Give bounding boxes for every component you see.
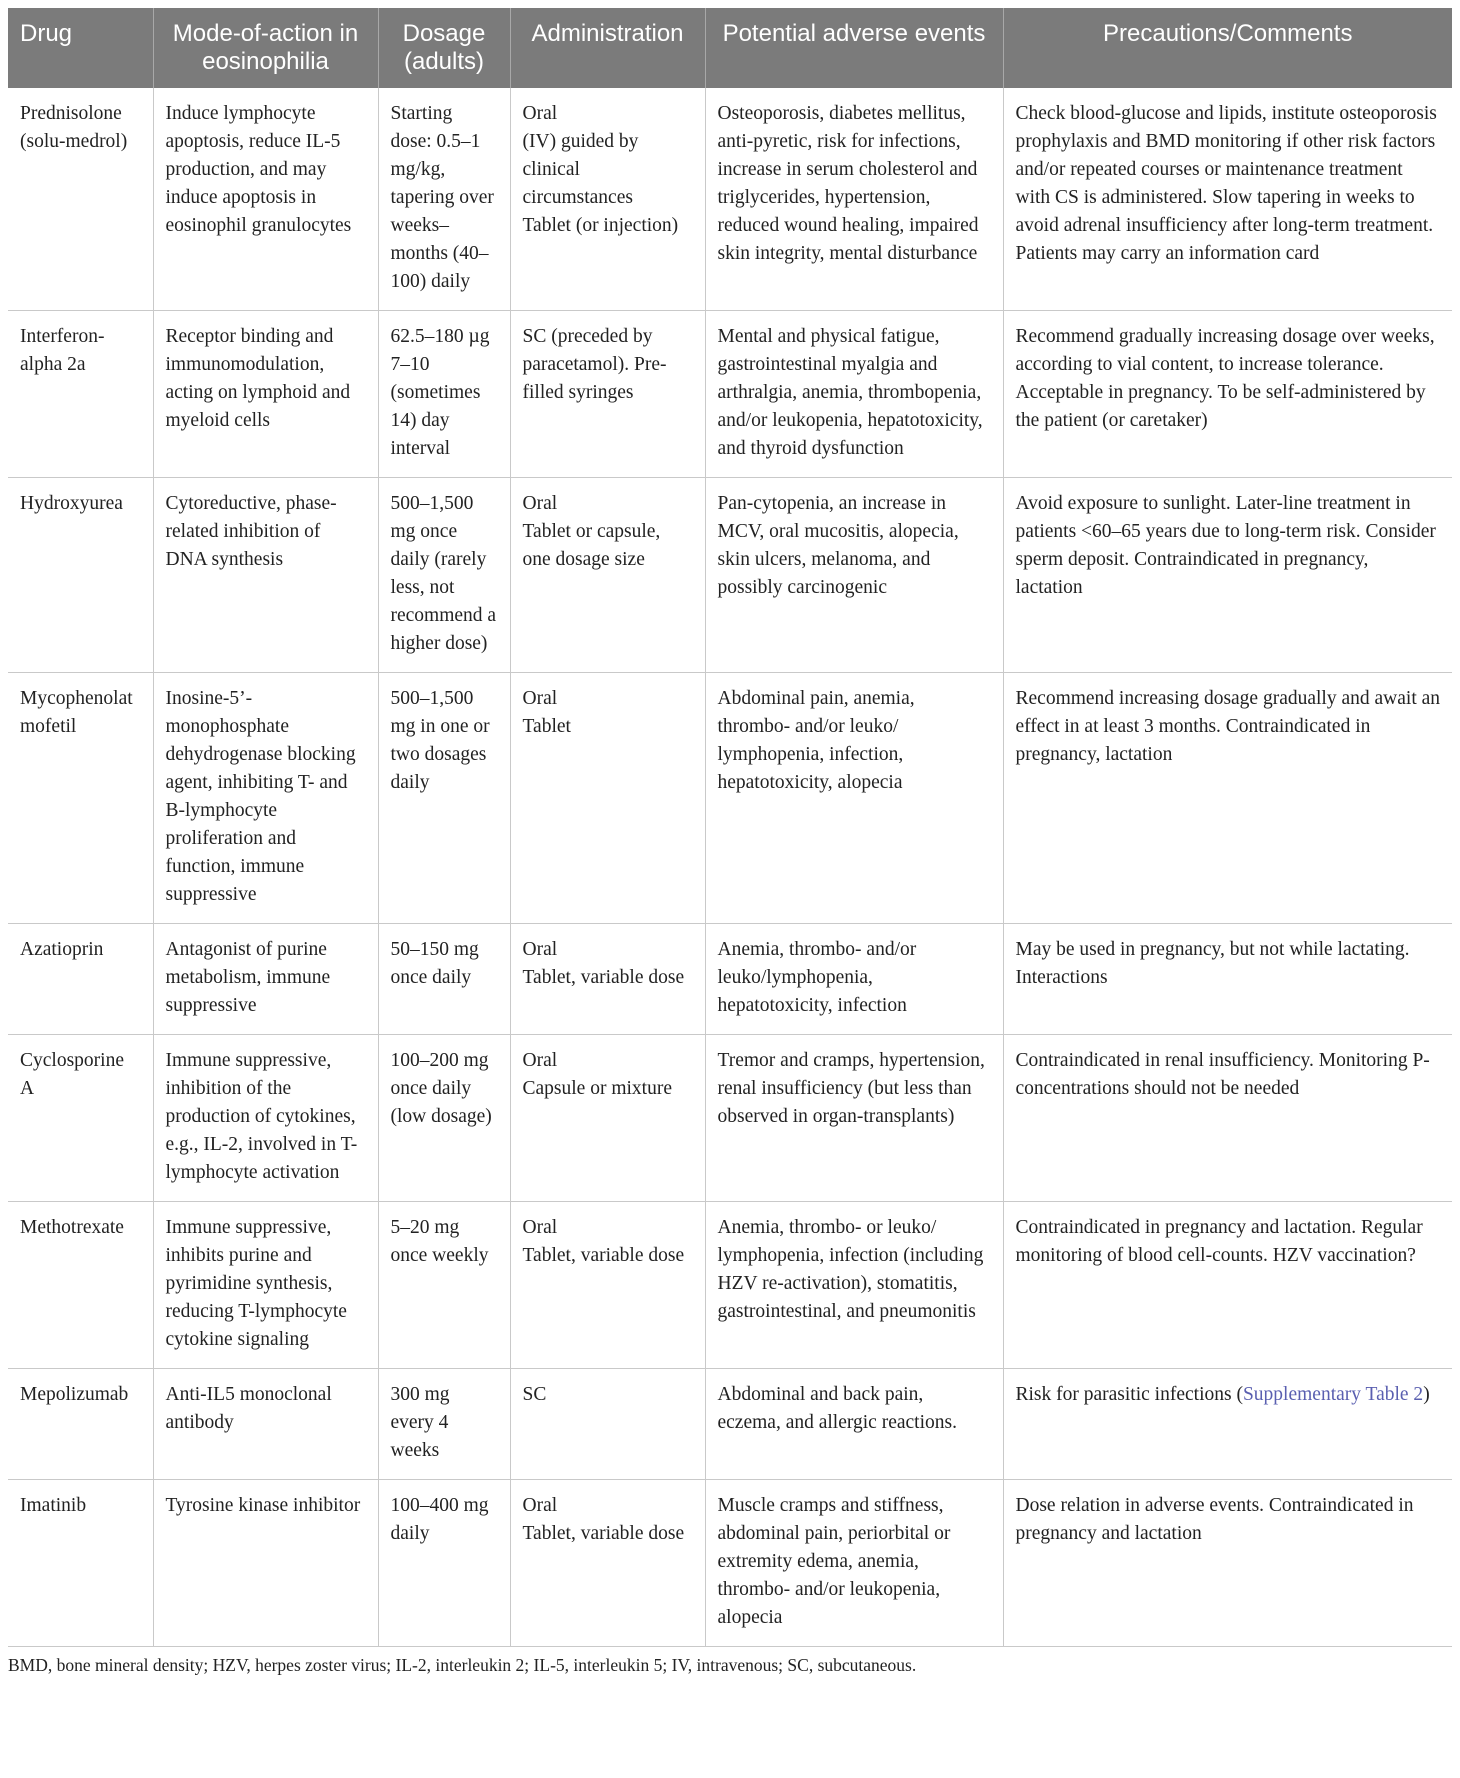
cell-mode: Anti-IL5 monoclonal antibody [153, 1369, 378, 1480]
cell-comments: Dose relation in adverse events. Contraindicated in pregnancy and lactation [1003, 1480, 1452, 1647]
header-administration: Administration [510, 8, 705, 88]
cell-administration: Oral (IV) guided by clinical circumstances Tablet (or injection) [510, 88, 705, 311]
header-precautions: Precautions/Comments [1003, 8, 1452, 88]
cell-adverse: Muscle cramps and stiffness, abdominal pain, periorbital or extremity edema, anemia, thrombo- and/or leukopenia, alopecia [705, 1480, 1003, 1647]
header-mode-of-action: Mode-of-action in eosinophilia [153, 8, 378, 88]
cell-adverse: Anemia, thrombo- and/or leuko/lymphopenia, hepatotoxicity, infection [705, 924, 1003, 1035]
cell-dosage: 500–1,500 mg once daily (rarely less, not recommend a higher dose) [378, 478, 510, 673]
cell-mode: Tyrosine kinase inhibitor [153, 1480, 378, 1647]
cell-drug: Imatinib [8, 1480, 153, 1647]
cell-mode: Immune suppressive, inhibition of the production of cytokines, e.g., IL-2, involved in T-lymphocyte activation [153, 1035, 378, 1202]
cell-adverse: Mental and physical fatigue, gastrointestinal myalgia and arthralgia, anemia, thrombopenia, and/or leukopenia, hepatotoxicity, and thyroid dysfunction [705, 311, 1003, 478]
table-row [8, 478, 1452, 673]
cell-comments: Contraindicated in renal insufficiency. Monitoring P-concentrations should not be needed [1003, 1035, 1452, 1202]
cell-dosage: 100–400 mg daily [378, 1480, 510, 1647]
cell-drug: Mycophenolat mofetil [8, 673, 153, 924]
cell-adverse: Pan-cytopenia, an increase in MCV, oral mucositis, alopecia, skin ulcers, melanoma, and possibly carcinogenic [705, 478, 1003, 673]
cell-dosage: 500–1,500 mg in one or two dosages daily [378, 673, 510, 924]
cell-mode: Receptor binding and immunomodulation, acting on lymphoid and myeloid cells [153, 311, 378, 478]
cell-comments: Recommend gradually increasing dosage over weeks, according to vial content, to increase tolerance. Acceptable in pregnancy. To be self-administered by the patient (or caretaker) [1003, 311, 1452, 478]
cell-dosage: 5–20 mg once weekly [378, 1202, 510, 1369]
cell-drug: Interferon-alpha 2a [8, 311, 153, 478]
cell-administration: Oral Tablet, variable dose [510, 924, 705, 1035]
table-footnote: BMD, bone mineral density; HZV, herpes zoster virus; IL-2, interleukin 2; IL-5, interleukin 5; IV, intravenous; SC, subcutaneous. [8, 1655, 917, 1675]
cell-mode: Induce lymphocyte apoptosis, reduce IL-5 production, and may induce apoptosis in eosinophil granulocytes [153, 88, 378, 311]
cell-drug: Prednisolone (solu-medrol) [8, 88, 153, 311]
cell-administration: Oral Tablet or capsule, one dosage size [510, 478, 705, 673]
table-row [8, 924, 1452, 1035]
cell-mode: Cytoreductive, phase-related inhibition of DNA synthesis [153, 478, 378, 673]
cell-comments: Contraindicated in pregnancy and lactation. Regular monitoring of blood cell-counts. HZV vaccination? [1003, 1202, 1452, 1369]
cell-comments: May be used in pregnancy, but not while lactating. Interactions [1003, 924, 1452, 1035]
cell-comments: Avoid exposure to sunlight. Later-line treatment in patients <60–65 years due to long-term risk. Consider sperm deposit. Contraindicated in pregnancy, lactation [1003, 478, 1452, 673]
table-row [8, 673, 1452, 924]
cell-administration: SC (preceded by paracetamol). Pre-filled syringes [510, 311, 705, 478]
table-header-row [8, 8, 1452, 88]
cell-drug: Cyclosporine A [8, 1035, 153, 1202]
header-dosage: Dosage (adults) [378, 8, 510, 88]
cell-dosage: 62.5–180 µg 7–10 (sometimes 14) day interval [378, 311, 510, 478]
cell-adverse: Abdominal and back pain, eczema, and allergic reactions. [705, 1369, 1003, 1480]
cell-drug: Mepolizumab [8, 1369, 153, 1480]
cell-drug: Methotrexate [8, 1202, 153, 1369]
cell-mode: Immune suppressive, inhibits purine and pyrimidine synthesis, reducing T-lymphocyte cytokine signaling [153, 1202, 378, 1369]
cell-administration: Oral Tablet [510, 673, 705, 924]
cell-drug: Hydroxyurea [8, 478, 153, 673]
table-row [8, 88, 1452, 311]
cell-adverse: Anemia, thrombo- or leuko/ lymphopenia, infection (including HZV re-activation), stomatitis, gastrointestinal, and pneumonitis [705, 1202, 1003, 1369]
comment-text-post: ) [1423, 1384, 1430, 1405]
comment-text-pre: Risk for parasitic infections ( [1015, 1384, 1243, 1405]
cell-administration: SC [510, 1369, 705, 1480]
cell-administration: Oral Tablet, variable dose [510, 1480, 705, 1647]
cell-adverse: Osteoporosis, diabetes mellitus, anti-pyretic, risk for infections, increase in serum cholesterol and triglycerides, hypertension, reduced wound healing, impaired skin integrity, mental disturbance [705, 88, 1003, 311]
cell-comments [1003, 1369, 1452, 1480]
cell-adverse: Abdominal pain, anemia, thrombo- and/or leuko/ lymphopenia, infection, hepatotoxicity, alopecia [705, 673, 1003, 924]
cell-comments: Check blood-glucose and lipids, institute osteoporosis prophylaxis and BMD monitoring if other risk factors and/or repeated courses or maintenance treatment with CS is administered. Slow tapering in weeks to avoid adrenal insufficiency after long-term treatment. Patients may carry an information card [1003, 88, 1452, 311]
table-row [8, 1369, 1452, 1480]
table-row [8, 1480, 1452, 1647]
cell-dosage: 300 mg every 4 weeks [378, 1369, 510, 1480]
cell-adverse: Tremor and cramps, hypertension, renal insufficiency (but less than observed in organ-transplants) [705, 1035, 1003, 1202]
cell-dosage: Starting dose: 0.5–1 mg/kg, tapering over weeks–months (40–100) daily [378, 88, 510, 311]
supplementary-table-link[interactable]: Supplementary Table 2 [1242, 1384, 1424, 1405]
cell-administration: Oral Capsule or mixture [510, 1035, 705, 1202]
cell-mode: Inosine-5’-monophosphate dehydrogenase blocking agent, inhibiting T- and B-lymphocyte proliferation and function, immune suppressive [153, 673, 378, 924]
cell-drug: Azatioprin [8, 924, 153, 1035]
cell-administration: Oral Tablet, variable dose [510, 1202, 705, 1369]
cell-dosage: 100–200 mg once daily (low dosage) [378, 1035, 510, 1202]
table-row [8, 311, 1452, 478]
cell-mode: Antagonist of purine metabolism, immune suppressive [153, 924, 378, 1035]
table-row [8, 1202, 1452, 1369]
table-row [8, 1035, 1452, 1202]
drug-table-container [8, 8, 1452, 1677]
header-drug: Drug [8, 8, 153, 88]
drug-table [8, 8, 1452, 1647]
header-adverse-events: Potential adverse events [705, 8, 1003, 88]
cell-comments: Recommend increasing dosage gradually and await an effect in at least 3 months. Contraindicated in pregnancy, lactation [1003, 673, 1452, 924]
cell-dosage: 50–150 mg once daily [378, 924, 510, 1035]
